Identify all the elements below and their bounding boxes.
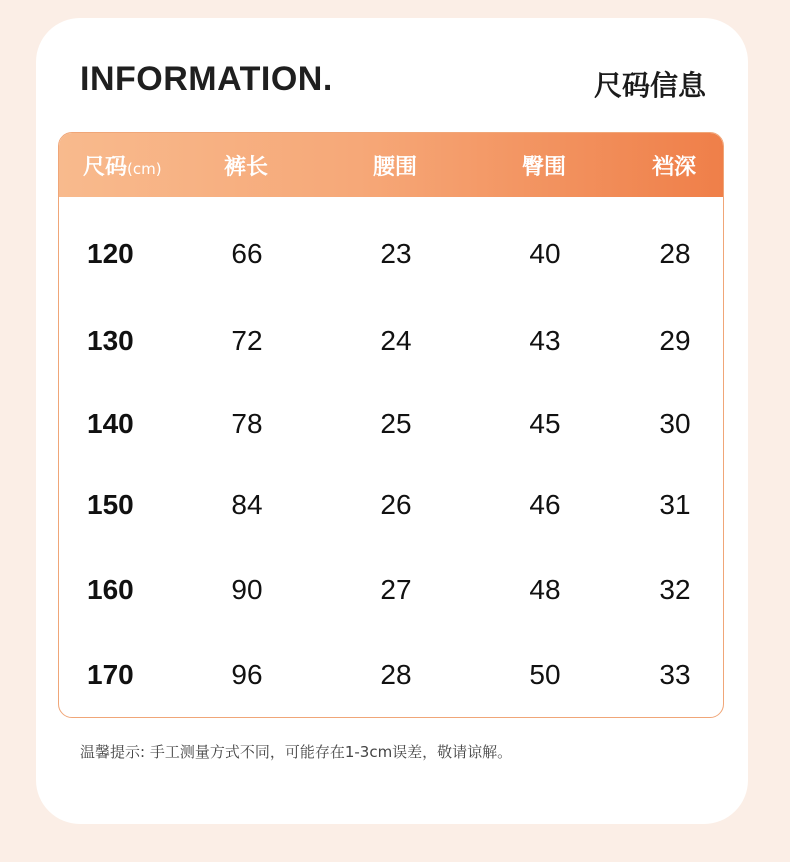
- column-header-crotch-depth: 裆深: [652, 155, 697, 180]
- cell-size: 150: [87, 489, 134, 520]
- table-row: [59, 570, 723, 610]
- cell-hip: 50: [529, 659, 561, 690]
- cell-pants-length: 96: [231, 659, 263, 690]
- column-header-unit: (cm): [127, 160, 162, 178]
- measurement-note: 温馨提示: 手工测量方式不同，可能存在1-3cm误差，敬请谅解。: [80, 743, 513, 761]
- cell-size: 170: [87, 659, 134, 690]
- column-header-size: 尺码(cm): [83, 155, 162, 180]
- cell-waist: 24: [380, 325, 412, 356]
- table-header: [59, 133, 723, 197]
- column-header-pants-length: 裤长: [224, 155, 269, 180]
- table-row: [59, 404, 723, 444]
- cell-size: 140: [87, 408, 134, 439]
- cell-waist: 25: [380, 408, 412, 439]
- cell-waist: 26: [380, 489, 412, 520]
- cell-hip: 46: [529, 489, 561, 520]
- cell-waist: 28: [380, 659, 412, 690]
- cell-size: 120: [87, 238, 134, 269]
- cell-pants-length: 78: [231, 408, 263, 439]
- cell-crotch-depth: 33: [659, 659, 691, 690]
- cell-crotch-depth: 30: [659, 408, 691, 439]
- cell-hip: 48: [529, 574, 561, 605]
- cell-crotch-depth: 29: [659, 325, 691, 356]
- cell-crotch-depth: 31: [659, 489, 691, 520]
- cell-hip: 45: [529, 408, 561, 439]
- title-chinese: 尺码信息: [593, 69, 706, 102]
- cell-hip: 43: [529, 325, 561, 356]
- column-header-hip: 臀围: [522, 155, 567, 180]
- table-row: [59, 234, 723, 274]
- cell-size: 130: [87, 325, 134, 356]
- table-row: [59, 485, 723, 525]
- cell-crotch-depth: 32: [659, 574, 691, 605]
- cell-hip: 40: [529, 238, 561, 269]
- table-row: [59, 655, 723, 695]
- column-header-waist: 腰围: [373, 155, 418, 180]
- title-english: INFORMATION.: [80, 60, 333, 98]
- cell-pants-length: 90: [231, 574, 263, 605]
- cell-waist: 27: [380, 574, 412, 605]
- cell-pants-length: 84: [231, 489, 263, 520]
- size-table: [58, 132, 724, 718]
- cell-pants-length: 72: [231, 325, 263, 356]
- cell-pants-length: 66: [231, 238, 263, 269]
- cell-size: 160: [87, 574, 134, 605]
- cell-crotch-depth: 28: [659, 238, 691, 269]
- cell-waist: 23: [380, 238, 412, 269]
- table-row: [59, 321, 723, 361]
